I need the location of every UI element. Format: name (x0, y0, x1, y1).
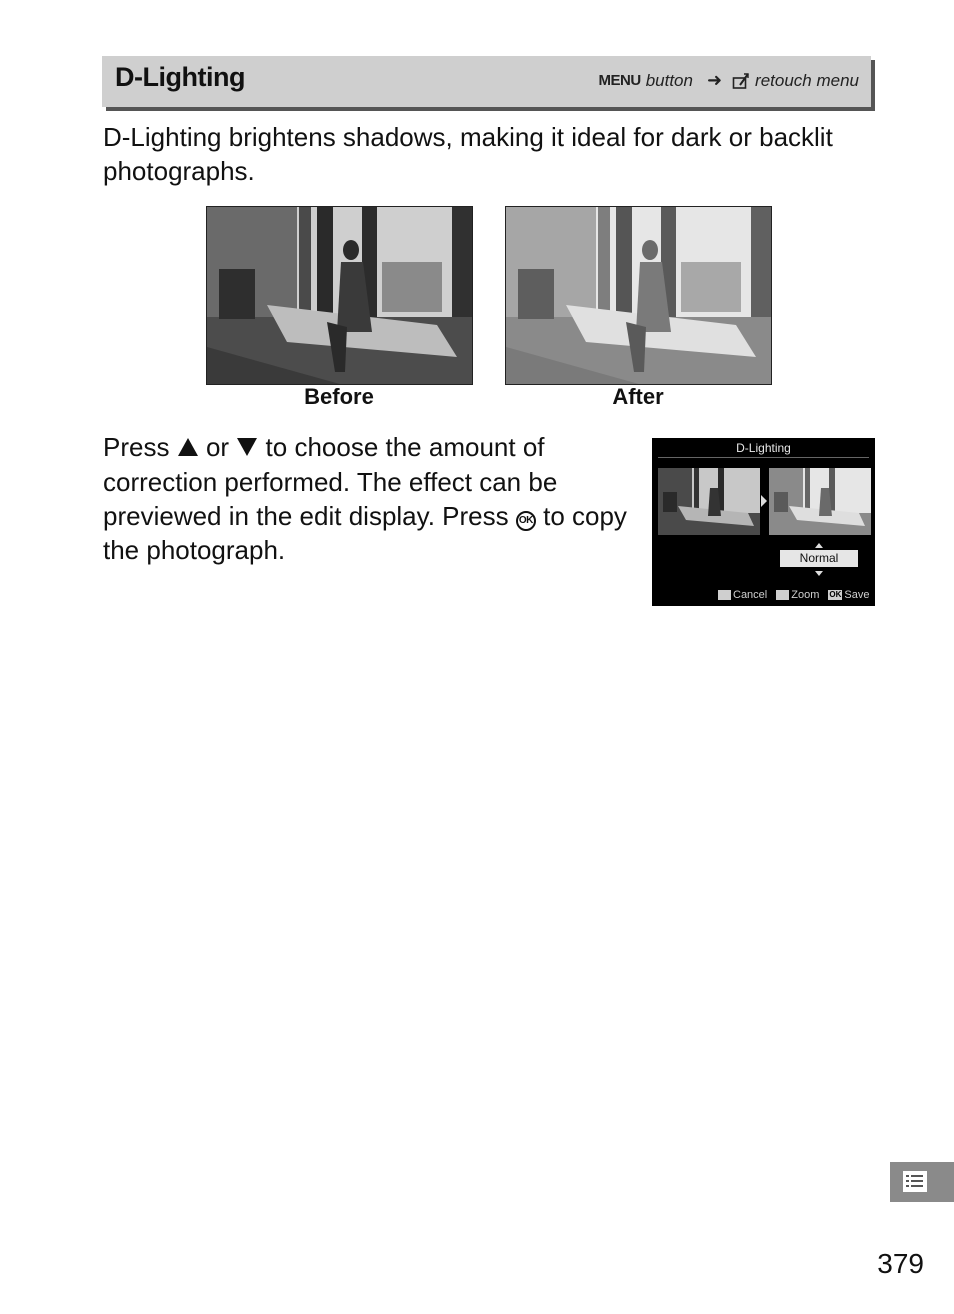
camera-preview-corrected (769, 468, 871, 535)
cancel-button[interactable] (718, 589, 767, 601)
camera-footer (718, 589, 878, 601)
intro-text: D-Lighting brightens shadows, making it ideal for dark or backlit photographs. (103, 122, 833, 186)
save-button[interactable] (828, 589, 869, 601)
preview-arrow-icon (761, 495, 767, 507)
down-arrow-icon (236, 431, 258, 465)
before-caption: Before (304, 384, 374, 409)
page-number: 379 (877, 1248, 924, 1279)
cancel-label: Cancel (733, 589, 768, 601)
after-photo (505, 206, 772, 385)
section-title: D-Lighting (115, 62, 245, 92)
instruction-text-a: to choose the amount of correction performed. The effect can be previewed in the edit display. Press (103, 432, 558, 531)
ok-button-icon: OK (516, 511, 536, 531)
zoom-button[interactable] (776, 589, 819, 601)
ok-icon: OK (829, 590, 842, 599)
press-word: Press (103, 432, 170, 462)
instructions-text (103, 430, 648, 567)
camera-screen (652, 438, 875, 606)
zoom-icon (776, 590, 789, 600)
section-header (102, 56, 871, 107)
arrow-icon: ➜ (706, 70, 723, 90)
menu-key-label: MENU (598, 72, 641, 89)
retouch-section-tab[interactable] (890, 1162, 954, 1202)
menu-name: retouch menu (755, 70, 859, 90)
after-caption: After (612, 384, 664, 409)
value-down-icon[interactable] (815, 571, 823, 576)
retouch-menu-icon (732, 72, 750, 90)
or-word: or (205, 432, 230, 462)
zoom-label: Zoom (791, 589, 820, 601)
camera-title-divider (658, 457, 869, 458)
menu-path (599, 70, 859, 91)
save-label: Save (844, 589, 870, 601)
camera-preview-original (658, 468, 760, 535)
retouch-list-icon (901, 1169, 929, 1194)
before-photo (206, 206, 473, 385)
camera-screen-title: D-Lighting (736, 441, 791, 455)
playback-icon (718, 590, 731, 600)
instruction-text-b: to copy the photograph. (103, 501, 627, 565)
up-arrow-icon (177, 431, 199, 465)
button-word: button (645, 70, 693, 90)
value-up-icon[interactable] (815, 543, 823, 548)
correction-amount-value[interactable]: Normal (780, 550, 858, 567)
